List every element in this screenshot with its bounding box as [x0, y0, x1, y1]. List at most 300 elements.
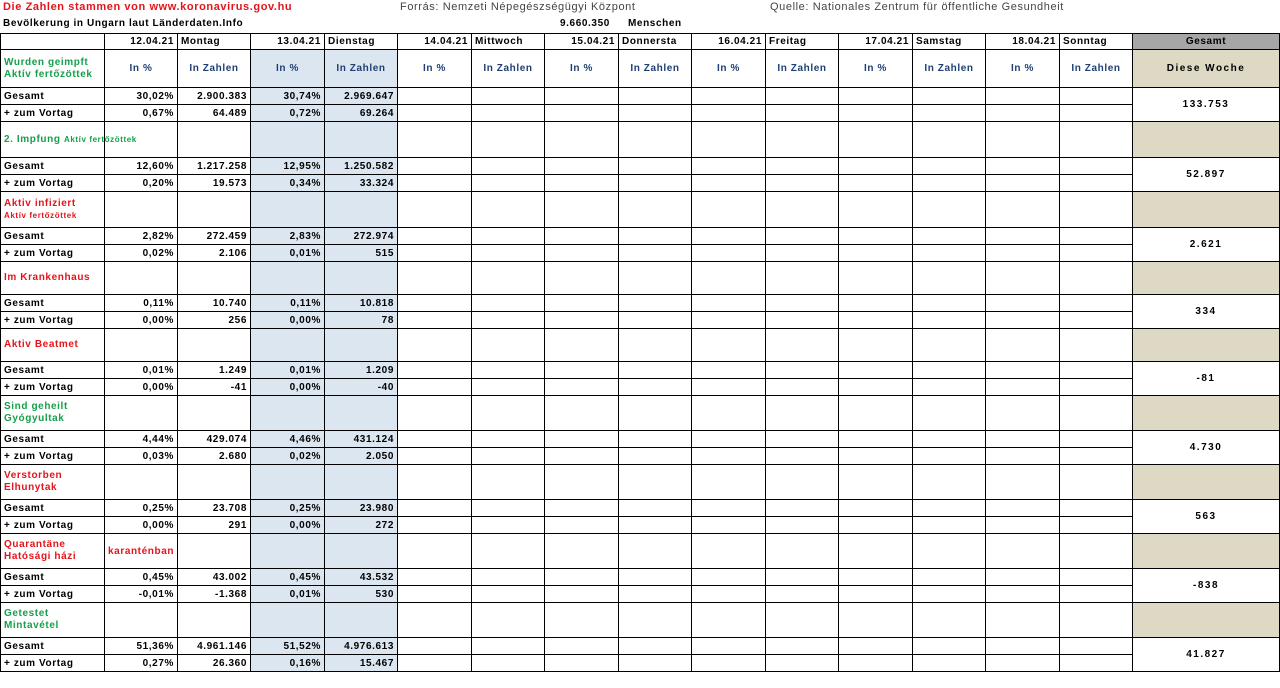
value-cell: 1.250.582 [325, 158, 398, 175]
section-subtitle: Mintavétel [4, 620, 59, 631]
value-cell: 0,45% [105, 569, 178, 586]
empty-cell [325, 396, 398, 431]
section-title: Aktiv Beatmet [4, 339, 79, 350]
empty-cell [398, 586, 472, 603]
empty-cell [472, 448, 545, 465]
section-header-row [1, 534, 1280, 569]
day-date: 12.04.21 [105, 34, 178, 50]
empty-cell [986, 245, 1060, 262]
row-label: Gesamt [1, 88, 105, 105]
empty-cell [251, 396, 325, 431]
empty-cell [1060, 431, 1133, 448]
population-label: Bevölkerung in Ungarn laut Länderdaten.Info [3, 18, 244, 29]
section-header-row [1, 262, 1280, 295]
source-de-text: Die Zahlen stammen von www.koronavirus.gov.hu [3, 1, 293, 13]
source-hu-text: Forrás: Nemzeti Népegészségügyi Központ [400, 1, 636, 13]
row-label: + zum Vortag [1, 379, 105, 396]
unit-numbers: In Zahlen [619, 50, 692, 88]
empty-cell [986, 105, 1060, 122]
empty-cell [1060, 329, 1133, 362]
section-header-row [1, 192, 1280, 228]
empty-cell [545, 569, 619, 586]
source-row [0, 0, 1280, 16]
empty-cell [398, 431, 472, 448]
unit-header-row [1, 50, 1280, 88]
empty-cell [545, 448, 619, 465]
value-cell: 0,45% [251, 569, 325, 586]
empty-cell [913, 105, 986, 122]
table-row [1, 295, 1280, 312]
section-subtitle: Aktív fertőzöttek [4, 68, 93, 80]
empty-cell [545, 396, 619, 431]
table-row [1, 517, 1280, 534]
empty-cell [619, 465, 692, 500]
empty-cell [766, 362, 839, 379]
empty-cell [251, 534, 325, 569]
row-label: + zum Vortag [1, 586, 105, 603]
section-title: Sind geheilt [4, 401, 68, 412]
section-subtitle: Aktív fertőzöttek [4, 210, 77, 220]
unit-percent: In % [839, 50, 913, 88]
empty-cell [251, 603, 325, 638]
value-cell: 0,67% [105, 105, 178, 122]
row-label: Gesamt [1, 638, 105, 655]
unit-percent: In % [105, 50, 178, 88]
value-cell: -41 [178, 379, 251, 396]
empty-cell [839, 569, 913, 586]
empty-cell [986, 175, 1060, 192]
day-name: Sonntag [1060, 34, 1133, 50]
empty-cell [398, 603, 472, 638]
empty-cell [619, 638, 692, 655]
empty-cell [619, 175, 692, 192]
empty-cell [619, 262, 692, 295]
empty-cell [398, 465, 472, 500]
empty-cell [619, 105, 692, 122]
week-spacer [1133, 122, 1280, 158]
empty-cell [766, 312, 839, 329]
empty-cell [839, 379, 913, 396]
value-cell: 0,02% [105, 245, 178, 262]
row-label: Gesamt [1, 431, 105, 448]
row-label: Gesamt [1, 569, 105, 586]
value-cell: 272.974 [325, 228, 398, 245]
empty-cell [839, 655, 913, 672]
week-spacer [1133, 534, 1280, 569]
empty-cell [472, 175, 545, 192]
empty-cell [619, 192, 692, 228]
empty-cell [619, 448, 692, 465]
empty-cell [105, 262, 178, 295]
empty-cell [472, 295, 545, 312]
value-cell: 51,52% [251, 638, 325, 655]
empty-cell [545, 379, 619, 396]
empty-cell [1060, 312, 1133, 329]
empty-cell [398, 192, 472, 228]
value-cell: 0,11% [251, 295, 325, 312]
empty-cell [325, 534, 398, 569]
empty-cell [398, 517, 472, 534]
empty-cell [545, 655, 619, 672]
empty-cell [766, 175, 839, 192]
unit-numbers: In Zahlen [766, 50, 839, 88]
value-cell: 0,16% [251, 655, 325, 672]
empty-cell [839, 329, 913, 362]
empty-cell [986, 448, 1060, 465]
empty-cell [398, 569, 472, 586]
empty-cell [398, 534, 472, 569]
table-row [1, 158, 1280, 175]
value-cell: 2.106 [178, 245, 251, 262]
empty-cell [1060, 379, 1133, 396]
empty-cell [398, 655, 472, 672]
empty-cell [692, 396, 766, 431]
table-row [1, 638, 1280, 655]
value-cell: 30,74% [251, 88, 325, 105]
value-cell: 530 [325, 586, 398, 603]
empty-cell [472, 517, 545, 534]
empty-cell [839, 534, 913, 569]
unit-percent: In % [545, 50, 619, 88]
value-cell: 4.961.146 [178, 638, 251, 655]
section-title: Wurden geimpft [4, 56, 89, 68]
empty-cell [913, 192, 986, 228]
empty-cell [766, 603, 839, 638]
empty-cell [766, 329, 839, 362]
row-label: + zum Vortag [1, 655, 105, 672]
empty-cell [839, 603, 913, 638]
value-cell: 23.708 [178, 500, 251, 517]
section-subtitle: Elhunytak [4, 482, 58, 493]
row-label: + zum Vortag [1, 312, 105, 329]
empty-cell [398, 638, 472, 655]
section-title-cell [1, 329, 105, 362]
section-subtitle: Gyógyultak [4, 413, 65, 424]
empty-cell [619, 586, 692, 603]
empty-cell [766, 465, 839, 500]
empty-cell [766, 638, 839, 655]
week-spacer [1133, 396, 1280, 431]
empty-cell [472, 105, 545, 122]
empty-cell [766, 569, 839, 586]
row-label: Gesamt [1, 295, 105, 312]
empty-cell [692, 192, 766, 228]
value-cell: 0,25% [251, 500, 325, 517]
unit-numbers: In Zahlen [178, 50, 251, 88]
empty-cell [692, 362, 766, 379]
empty-cell [472, 465, 545, 500]
corner-cell [1, 34, 105, 50]
empty-cell [692, 638, 766, 655]
source-de2-text: Quelle: Nationales Zentrum für öffentliche Gesundheit [770, 1, 1064, 13]
empty-cell [692, 517, 766, 534]
value-cell: 12,95% [251, 158, 325, 175]
empty-cell [619, 295, 692, 312]
empty-cell [839, 245, 913, 262]
empty-cell [692, 158, 766, 175]
empty-cell [692, 465, 766, 500]
value-cell: 10.818 [325, 295, 398, 312]
day-date: 15.04.21 [545, 34, 619, 50]
day-date: 14.04.21 [398, 34, 472, 50]
value-cell: 0,25% [105, 500, 178, 517]
empty-cell [325, 262, 398, 295]
empty-cell [986, 379, 1060, 396]
section-title: Aktiv infiziert [4, 197, 76, 209]
empty-cell [105, 603, 178, 638]
empty-cell [986, 262, 1060, 295]
population-row [0, 16, 1280, 32]
empty-cell [325, 603, 398, 638]
value-cell: -1.368 [178, 586, 251, 603]
empty-cell [692, 175, 766, 192]
empty-cell [105, 329, 178, 362]
empty-cell [1060, 262, 1133, 295]
empty-cell [692, 431, 766, 448]
empty-cell [692, 569, 766, 586]
empty-cell [766, 88, 839, 105]
empty-cell [325, 192, 398, 228]
empty-cell [472, 655, 545, 672]
value-cell: 0,27% [105, 655, 178, 672]
week-spacer [1133, 262, 1280, 295]
empty-cell [986, 431, 1060, 448]
empty-cell [472, 312, 545, 329]
empty-cell [178, 192, 251, 228]
empty-cell [839, 228, 913, 245]
empty-cell [619, 312, 692, 329]
empty-cell [472, 603, 545, 638]
section-header-row [1, 396, 1280, 431]
empty-cell [472, 586, 545, 603]
value-cell: 2.900.383 [178, 88, 251, 105]
table-row [1, 228, 1280, 245]
week-total: -81 [1133, 362, 1280, 396]
empty-cell [692, 262, 766, 295]
section-title: Quarantäne [4, 539, 66, 550]
section-subtitle: Aktív fertőzöttek [63, 134, 137, 144]
value-cell: 431.124 [325, 431, 398, 448]
empty-cell [1060, 105, 1133, 122]
empty-cell [1060, 638, 1133, 655]
day-name: Dienstag [325, 34, 398, 50]
section-title-cell [1, 262, 105, 295]
empty-cell [472, 228, 545, 245]
table-row [1, 586, 1280, 603]
table-row [1, 88, 1280, 105]
empty-cell [545, 534, 619, 569]
empty-cell [398, 175, 472, 192]
value-cell: 2,82% [105, 228, 178, 245]
empty-cell [545, 603, 619, 638]
empty-cell [472, 431, 545, 448]
empty-cell [398, 262, 472, 295]
empty-cell [398, 228, 472, 245]
day-name: Montag [178, 34, 251, 50]
value-cell: 4,44% [105, 431, 178, 448]
empty-cell [913, 88, 986, 105]
week-total: 133.753 [1133, 88, 1280, 122]
empty-cell [986, 158, 1060, 175]
empty-cell [619, 245, 692, 262]
value-cell: 1.209 [325, 362, 398, 379]
empty-cell [839, 638, 913, 655]
empty-cell [1060, 517, 1133, 534]
empty-cell [839, 586, 913, 603]
value-cell: 272.459 [178, 228, 251, 245]
empty-cell [545, 431, 619, 448]
empty-cell [619, 517, 692, 534]
empty-cell [251, 262, 325, 295]
empty-cell [913, 312, 986, 329]
empty-cell [986, 396, 1060, 431]
empty-cell [619, 329, 692, 362]
empty-cell [325, 465, 398, 500]
value-cell: 0,00% [251, 517, 325, 534]
empty-cell [619, 603, 692, 638]
empty-cell [766, 105, 839, 122]
value-cell: 10.740 [178, 295, 251, 312]
empty-cell [1060, 122, 1133, 158]
empty-cell [545, 175, 619, 192]
empty-cell [545, 362, 619, 379]
day-name: Mittwoch [472, 34, 545, 50]
empty-cell [545, 122, 619, 158]
empty-cell [1060, 465, 1133, 500]
value-cell: 43.532 [325, 569, 398, 586]
empty-cell [913, 122, 986, 158]
row-label: Gesamt [1, 228, 105, 245]
table-row [1, 105, 1280, 122]
week-spacer [1133, 192, 1280, 228]
empty-cell [913, 517, 986, 534]
empty-cell [913, 465, 986, 500]
value-cell: -40 [325, 379, 398, 396]
empty-cell [913, 655, 986, 672]
value-cell: 0,01% [251, 586, 325, 603]
population-unit: Menschen [628, 18, 682, 29]
value-cell: 0,34% [251, 175, 325, 192]
value-cell: 2.969.647 [325, 88, 398, 105]
empty-cell [913, 448, 986, 465]
empty-cell [913, 329, 986, 362]
empty-cell [986, 465, 1060, 500]
empty-cell [986, 500, 1060, 517]
row-label: + zum Vortag [1, 245, 105, 262]
value-cell: 2.680 [178, 448, 251, 465]
empty-cell [839, 105, 913, 122]
empty-cell [398, 88, 472, 105]
empty-cell [913, 534, 986, 569]
value-cell: 15.467 [325, 655, 398, 672]
empty-cell [251, 192, 325, 228]
unit-percent: In % [692, 50, 766, 88]
empty-cell [986, 586, 1060, 603]
empty-cell [1060, 158, 1133, 175]
empty-cell [692, 245, 766, 262]
section-title-cell [1, 192, 105, 228]
value-cell: 2.050 [325, 448, 398, 465]
table-row [1, 431, 1280, 448]
week-header: Diese Woche [1133, 50, 1280, 88]
unit-percent: In % [398, 50, 472, 88]
empty-cell [913, 175, 986, 192]
empty-cell [472, 262, 545, 295]
empty-cell [766, 295, 839, 312]
empty-cell [105, 465, 178, 500]
section-header-row [1, 465, 1280, 500]
week-total: 2.621 [1133, 228, 1280, 262]
empty-cell [251, 122, 325, 158]
section-header-row [1, 122, 1280, 158]
empty-cell [472, 500, 545, 517]
empty-cell [545, 517, 619, 534]
empty-cell [766, 586, 839, 603]
table-row [1, 655, 1280, 672]
empty-cell [766, 431, 839, 448]
empty-cell [1060, 500, 1133, 517]
empty-cell [398, 329, 472, 362]
week-total: 334 [1133, 295, 1280, 329]
table-row [1, 569, 1280, 586]
day-date: 13.04.21 [251, 34, 325, 50]
empty-cell [545, 245, 619, 262]
empty-cell [1060, 295, 1133, 312]
empty-cell [692, 228, 766, 245]
empty-cell [913, 158, 986, 175]
empty-cell [178, 329, 251, 362]
section-title: Verstorben [4, 470, 63, 481]
empty-cell [178, 465, 251, 500]
empty-cell [105, 396, 178, 431]
empty-cell [178, 534, 251, 569]
day-name: Freitag [766, 34, 839, 50]
week-spacer [1133, 465, 1280, 500]
row-label: + zum Vortag [1, 105, 105, 122]
section-title-cell [1, 122, 137, 158]
empty-cell [692, 500, 766, 517]
empty-cell [913, 245, 986, 262]
empty-cell [913, 362, 986, 379]
empty-cell [913, 431, 986, 448]
empty-cell [1060, 228, 1133, 245]
section-title-0 [1, 50, 105, 88]
empty-cell [545, 262, 619, 295]
unit-numbers: In Zahlen [325, 50, 398, 88]
empty-cell [692, 586, 766, 603]
covid-stats-table [0, 33, 1280, 672]
empty-cell [619, 431, 692, 448]
empty-cell [178, 396, 251, 431]
row-label: Gesamt [1, 158, 105, 175]
value-cell: 51,36% [105, 638, 178, 655]
empty-cell [545, 295, 619, 312]
empty-cell [839, 500, 913, 517]
empty-cell [472, 122, 545, 158]
value-cell: -0,01% [105, 586, 178, 603]
empty-cell [839, 517, 913, 534]
empty-cell [986, 534, 1060, 569]
empty-cell [766, 158, 839, 175]
week-total: 4.730 [1133, 431, 1280, 465]
empty-cell [692, 122, 766, 158]
empty-cell [398, 105, 472, 122]
section-title-cell [1, 396, 105, 431]
empty-cell [692, 534, 766, 569]
empty-cell [766, 448, 839, 465]
empty-cell [766, 192, 839, 228]
table-row [1, 500, 1280, 517]
